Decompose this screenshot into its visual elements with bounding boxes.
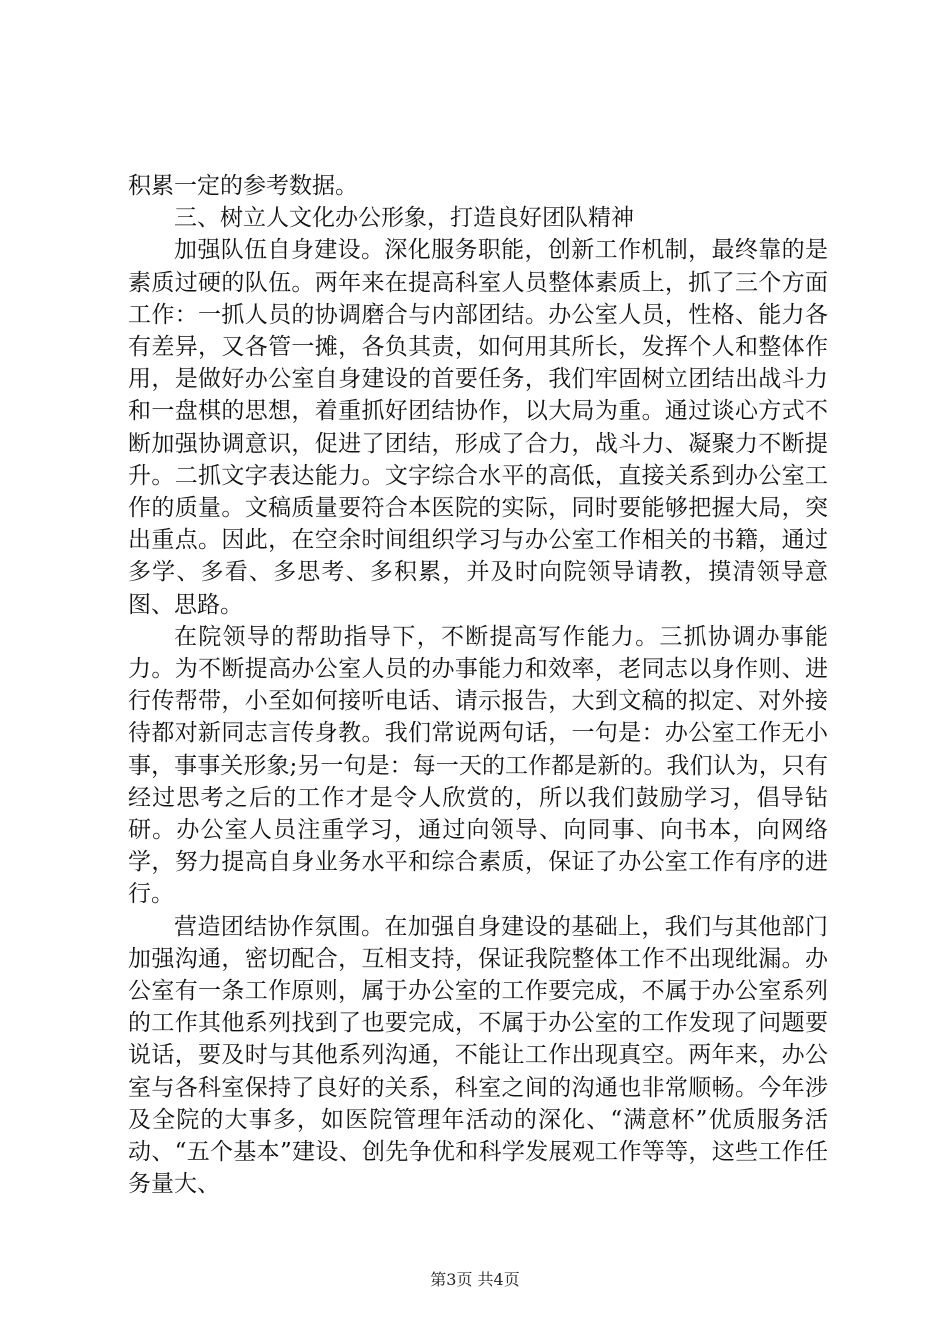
paragraph-cooperation: 营造团结协作氛围。在加强自身建设的基础上，我们与其他部门加强沟通，密切配合，互相支持，保证我院整体工作不出现纰漏。办公室有一条工作原则，属于办公室的工作要完成，不属于办公室系列的工作其他系列找到了也要完成，不属于办公室的工作发现了问题要说话，要及时与其他系列沟通，不能让工作出现真空。两年来，办公室与各科室保持了良好的关系，科室之间的沟通也非常顺畅。今年涉及全院的大事多，如医院管理年活动的深化、“满意杯”优质服务活动、“五个基本”建设、创先争优和科学发展观工作等等，这些工作任务量大、 <box>128 913 828 1198</box>
paragraph-1: 积累一定的参考数据。 <box>128 173 358 199</box>
page-footer: 第3页 共4页 <box>430 1270 520 1289</box>
paragraph-writing-ability: 在院领导的帮助指导下，不断提高写作能力。三抓协调办事能力。为不断提高办公室人员的办事能力和效率，老同志以身作则、进行传帮带，小至如何接听电话、请示报告，大到文稿的拟定、对外接待都对新同志言传身教。我们常说两句话，一句是：办公室工作无小事，事事关形象;另一句是：每一天的工作都是新的。我们认为，只有经过思考之后的工作才是令人欣赏的，所以我们鼓励学习，倡导钻研。办公室人员注重学习，通过向领导、向同事、向书本，向网络学，努力提高自身业务水平和综合素质，保证了办公室工作有序的进行。 <box>128 623 828 908</box>
paragraph-team-building: 加强队伍自身建设。深化服务职能，创新工作机制，最终靠的是素质过硬的队伍。两年来在提高科室人员整体素质上，抓了三个方面工作：一抓人员的协调磨合与内部团结。办公室人员，性格、能力各有差异，又各管一摊，各负其责，如何用其所长，发挥个人和整体作用，是做好办公室自身建设的首要任务，我们牢固树立团结出战斗力和一盘棋的思想，着重抓好团结协作，以大局为重。通过谈心方式不断加强协调意识，促进了团结，形成了合力，战斗力、凝聚力不断提升。二抓文字表达能力。文字综合水平的高低，直接关系到办公室工作的质量。文稿质量要符合本医院的实际，同时要能够把握大局，突出重点。因此，在空余时间组织学习与办公室工作相关的书籍，通过多学、多看、多思考、多积累，并及时向院领导请教，摸清领导意图、思路。 <box>128 237 828 618</box>
document-body <box>128 170 828 1201</box>
section-heading: 三、树立人文化办公形象，打造良好团队精神 <box>174 205 634 232</box>
